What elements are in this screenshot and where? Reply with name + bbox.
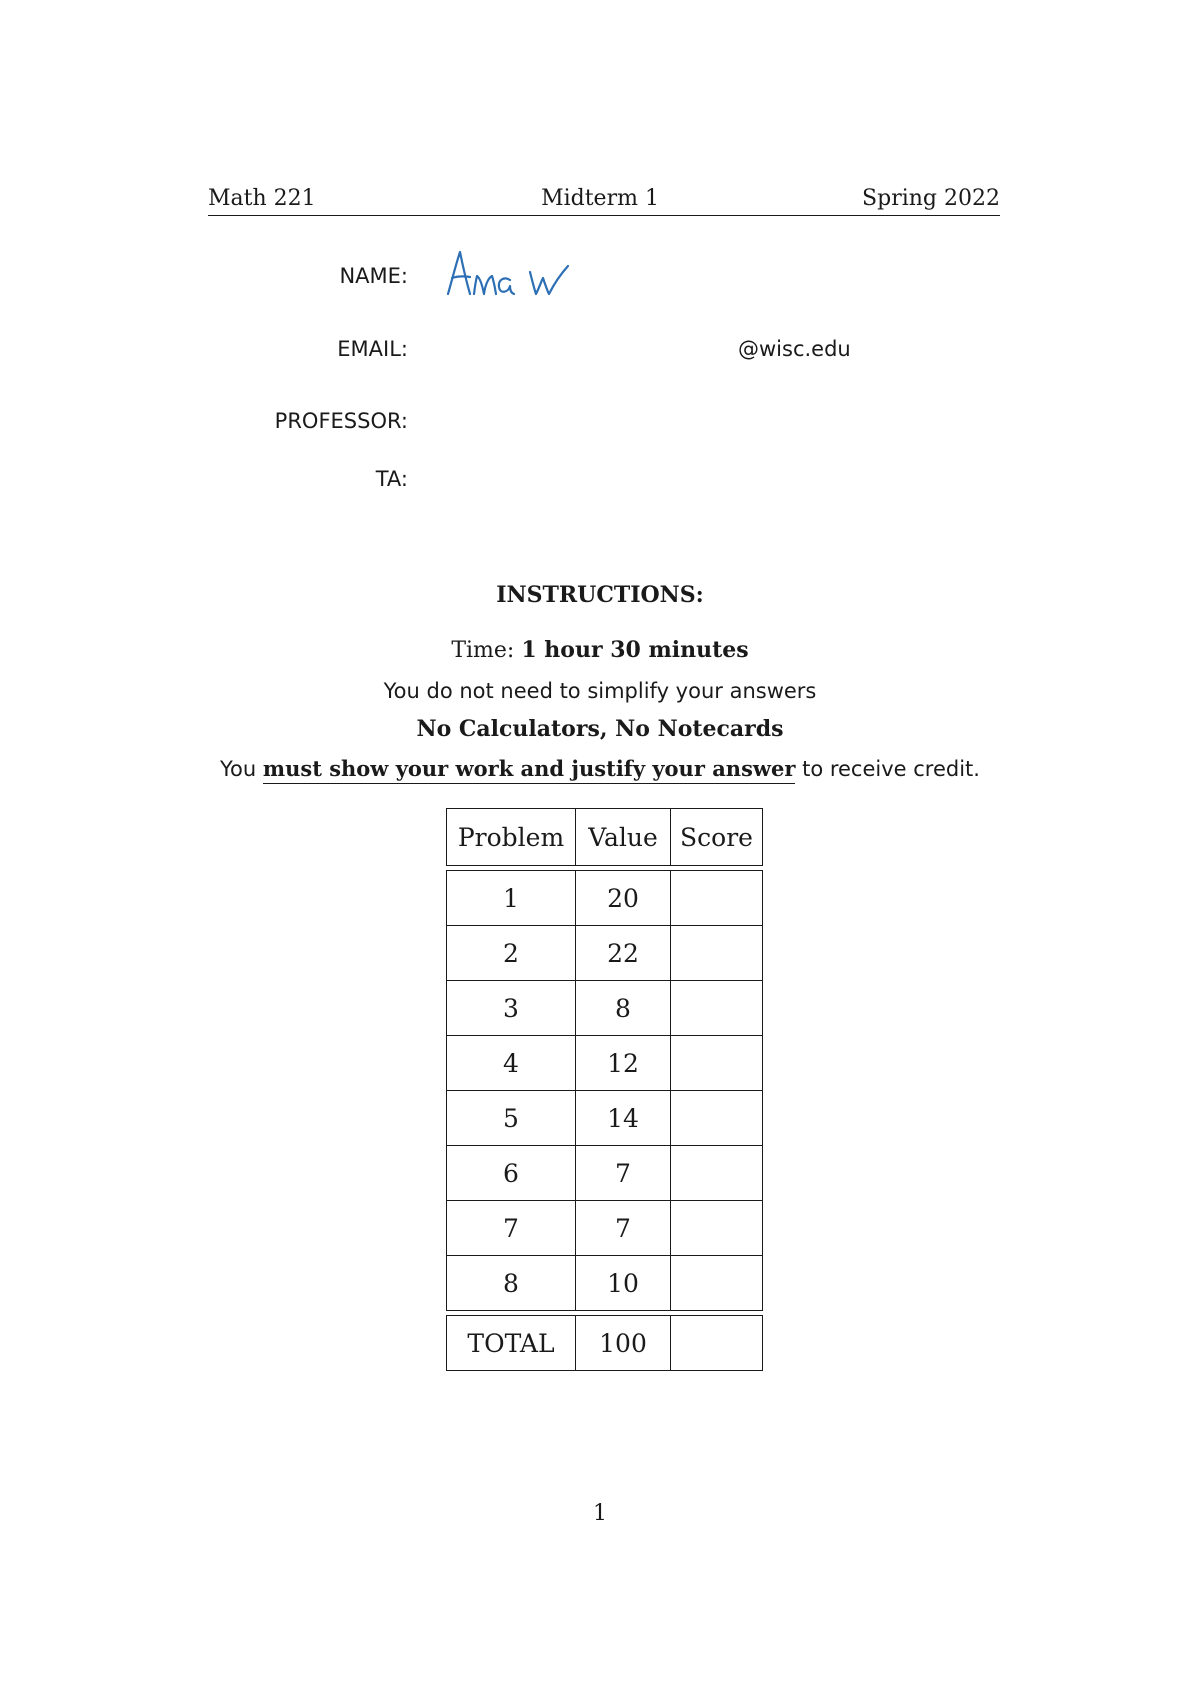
table-row <box>446 1035 763 1090</box>
total-row <box>446 1315 763 1371</box>
total-label: TOTAL <box>446 1315 575 1371</box>
ta-label: TA: <box>375 467 408 491</box>
problem-cell: 4 <box>446 1035 575 1090</box>
value-cell: 22 <box>575 925 670 980</box>
table-row <box>446 980 763 1035</box>
name-signature <box>444 246 576 302</box>
value-cell: 7 <box>575 1200 670 1255</box>
score-cell[interactable] <box>670 870 763 925</box>
problem-cell: 8 <box>446 1255 575 1311</box>
time-prefix: Time: <box>451 638 522 663</box>
value-cell: 20 <box>575 870 670 925</box>
problem-cell: 5 <box>446 1090 575 1145</box>
work-emphasis: must show your work and justify your answer <box>263 756 796 784</box>
problem-cell: 6 <box>446 1145 575 1200</box>
exam-term: Spring 2022 <box>862 186 1000 211</box>
work-suffix: to receive credit. <box>795 757 980 781</box>
instructions-title: INSTRUCTIONS: <box>496 582 704 608</box>
header-value: Value <box>575 808 670 866</box>
score-cell[interactable] <box>670 1255 763 1311</box>
table-row <box>446 1090 763 1145</box>
email-domain: @wisc.edu <box>738 337 851 361</box>
page-number: 1 <box>593 1501 607 1526</box>
score-table <box>446 808 763 1371</box>
score-cell[interactable] <box>670 980 763 1035</box>
calculator-rule: No Calculators, No Notecards <box>416 716 784 742</box>
score-cell[interactable] <box>670 1090 763 1145</box>
value-cell: 10 <box>575 1255 670 1311</box>
problem-cell: 3 <box>446 980 575 1035</box>
time-value: 1 hour 30 minutes <box>521 637 749 663</box>
show-work-rule <box>0 755 1200 783</box>
table-header-row <box>446 808 763 866</box>
name-label: NAME: <box>339 264 408 288</box>
table-row <box>446 1145 763 1200</box>
simplify-note: You do not need to simplify your answers <box>383 679 817 703</box>
total-value: 100 <box>575 1315 670 1371</box>
score-cell[interactable] <box>670 1145 763 1200</box>
professor-label: PROFESSOR: <box>274 409 408 433</box>
header-rule <box>208 215 1000 216</box>
table-row <box>446 1200 763 1255</box>
value-cell: 12 <box>575 1035 670 1090</box>
total-score-cell[interactable] <box>670 1315 763 1371</box>
work-prefix: You <box>220 757 263 781</box>
table-row <box>446 870 763 925</box>
table-row <box>446 1255 763 1311</box>
problem-cell: 1 <box>446 870 575 925</box>
score-cell[interactable] <box>670 1200 763 1255</box>
email-label: EMAIL: <box>337 337 408 361</box>
header-problem: Problem <box>446 808 575 866</box>
value-cell: 14 <box>575 1090 670 1145</box>
time-limit <box>0 636 1200 665</box>
score-cell[interactable] <box>670 925 763 980</box>
course-title: Math 221 <box>208 186 316 211</box>
exam-title: Midterm 1 <box>541 186 659 211</box>
problem-cell: 2 <box>446 925 575 980</box>
problem-cell: 7 <box>446 1200 575 1255</box>
table-row <box>446 925 763 980</box>
header-score: Score <box>670 808 763 866</box>
score-cell[interactable] <box>670 1035 763 1090</box>
value-cell: 7 <box>575 1145 670 1200</box>
value-cell: 8 <box>575 980 670 1035</box>
